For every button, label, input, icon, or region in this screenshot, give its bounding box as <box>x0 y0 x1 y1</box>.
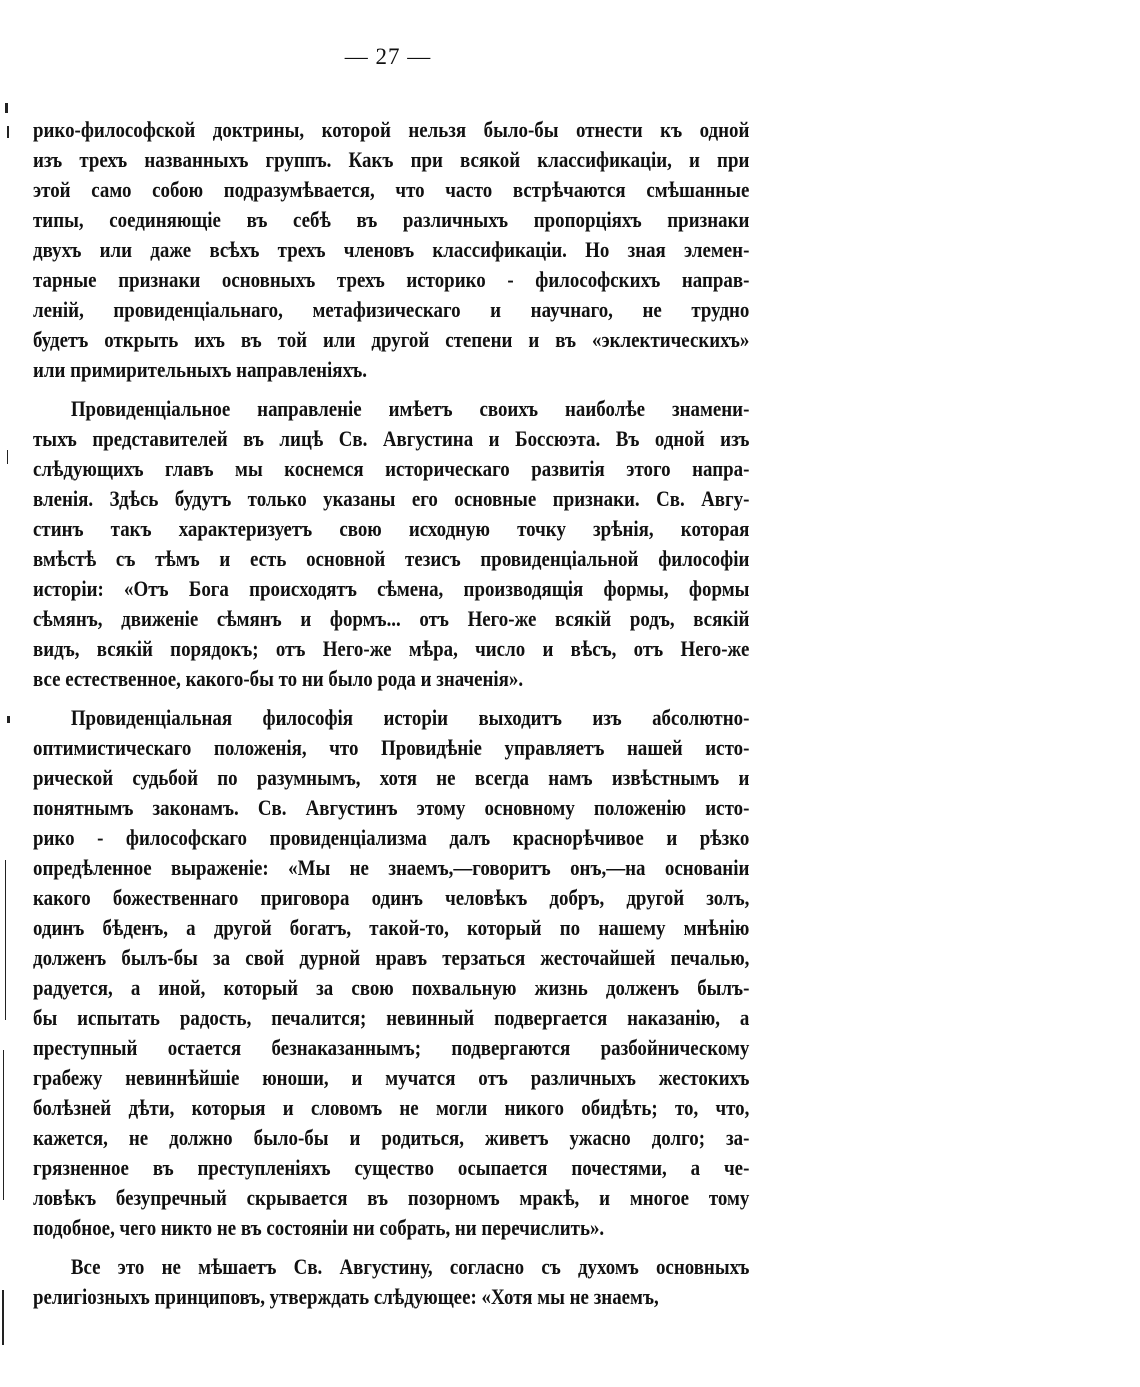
text-line: леній, провиденціальнаго, метафизическаго и научнаго, не трудно <box>33 297 750 322</box>
paragraph <box>33 394 749 694</box>
text-line: вленія. Здѣсь будутъ только указаны его основные признаки. Св. Авгу- <box>33 486 750 511</box>
text-line: рико-философской доктрины, которой нельзя было-бы отнести къ одной <box>33 117 750 142</box>
text-line: грязненное въ преступленіяхъ существо осыпается почестями, а че- <box>33 1155 750 1180</box>
paragraph-gap <box>33 1243 749 1252</box>
text-line: Провиденціальное направленіе имѣетъ своихъ наиболѣе знамени- <box>70 396 750 421</box>
text-line: или примирительныхъ направленіяхъ. <box>33 357 368 382</box>
paragraph <box>33 703 749 1243</box>
text-line: какого божественнаго приговора одинъ человѣкъ добръ, другой золъ, <box>33 885 750 910</box>
text-line: оптимистическаго положенія, что Провидѣніе управляетъ нашей исто- <box>33 735 750 760</box>
text-line: все естественное, какого-бы то ни было рода и значенія». <box>33 666 524 691</box>
text-line: этой само собою подразумѣвается, что часто встрѣчаются смѣшанные <box>33 177 750 202</box>
text-line: одинъ бѣденъ, а другой богатъ, такой-то, который по нашему мнѣнію <box>33 915 750 940</box>
text-line: Все это не мѣшаетъ Св. Августину, согласно съ духомъ основныхъ <box>70 1254 750 1279</box>
text-line: опредѣленное выраженіе: «Мы не знаемъ,—говоритъ онъ,—на основаніи <box>33 855 750 880</box>
text-line: будетъ открыть ихъ въ той или другой степени и въ «эклектическихъ» <box>33 327 750 352</box>
text-line: религіозныхъ принциповъ, утверждать слѣдующее: «Хотя мы не знаемъ, <box>33 1284 659 1309</box>
scan-edge-mark <box>2 1290 4 1345</box>
text-line: двухъ или даже всѣхъ трехъ членовъ классификаціи. Но зная элемен- <box>33 237 750 262</box>
text-line: подобное, чего никто не въ состояніи ни собрать, ни перечислить». <box>33 1215 605 1240</box>
text-line: типы, соединяющіе въ себѣ въ различныхъ пропорціяхъ признаки <box>33 207 750 232</box>
text-line: Провиденціальная философія исторіи выходитъ изъ абсолютно- <box>70 705 750 730</box>
text-line: тыхъ представителей въ лицѣ Св. Августина и Боссюэта. Въ одной изъ <box>33 426 750 451</box>
scan-edge-mark <box>7 716 10 723</box>
paragraph <box>33 115 749 385</box>
text-line: болѣзней дѣти, которыя и словомъ не могли никого обидѣть; то, что, <box>33 1095 750 1120</box>
text-line: тарные признаки основныхъ трехъ историко - философскихъ направ- <box>33 267 750 292</box>
text-line: слѣдующихъ главъ мы коснемся историческаго развитія этого напра- <box>33 456 750 481</box>
text-line: сѣмянъ, движеніе сѣмянъ и формъ... отъ Него-же всякій родъ, всякій <box>33 606 750 631</box>
text-line: грабежу невиннѣйшіе юноши, и мучатся отъ различныхъ жестокихъ <box>33 1065 750 1090</box>
paragraph-gap <box>33 694 749 703</box>
page-number: — 27 — <box>344 44 432 69</box>
text-line: исторіи: «Отъ Бога происходятъ сѣмена, производящія формы, формы <box>33 576 750 601</box>
text-line: видъ, всякій порядокъ; отъ Него-же мѣра, число и вѣсъ, отъ Него-же <box>33 636 750 661</box>
text-line: рической судьбой по разумнымъ, хотя не всегда намъ извѣстнымъ и <box>33 765 750 790</box>
paragraph-gap <box>33 385 749 394</box>
scan-edge-mark <box>5 103 8 113</box>
text-line: вмѣстѣ съ тѣмъ и есть основной тезисъ провиденціальной философіи <box>33 546 750 571</box>
scan-edge-mark <box>7 126 9 138</box>
text-line: ловѣкъ безупречный скрывается въ позорномъ мракѣ, и многое тому <box>33 1185 750 1210</box>
text-line: понятнымъ законамъ. Св. Августинъ этому основному положенію исто- <box>33 795 750 820</box>
scan-edge-mark <box>5 860 6 1020</box>
text-line: долженъ былъ-бы за свой дурной нравъ терзаться жесточайшей печалью, <box>33 945 750 970</box>
text-line: кажется, не должно было-бы и родиться, живетъ ужасно долго; за- <box>33 1125 750 1150</box>
text-line: изъ трехъ названныхъ группъ. Какъ при всякой классификаціи, и при <box>33 147 750 172</box>
text-line: бы испытать радость, печалится; невинный подвергается наказанію, а <box>33 1005 750 1030</box>
text-line: рико - философскаго провиденціализма далъ краснорѣчивое и рѣзко <box>33 825 750 850</box>
scan-edge-mark <box>7 450 8 464</box>
text-line: преступный остается безнаказаннымъ; подвергаются разбойническому <box>33 1035 750 1060</box>
text-line: стинъ такъ характеризуетъ свою исходную точку зрѣнія, которая <box>33 516 750 541</box>
text-line: радуется, а иной, который за свою похвальную жизнь долженъ былъ- <box>33 975 750 1000</box>
scan-edge-mark <box>3 1050 4 1200</box>
paragraph <box>33 1252 749 1312</box>
body-text <box>33 115 749 1312</box>
